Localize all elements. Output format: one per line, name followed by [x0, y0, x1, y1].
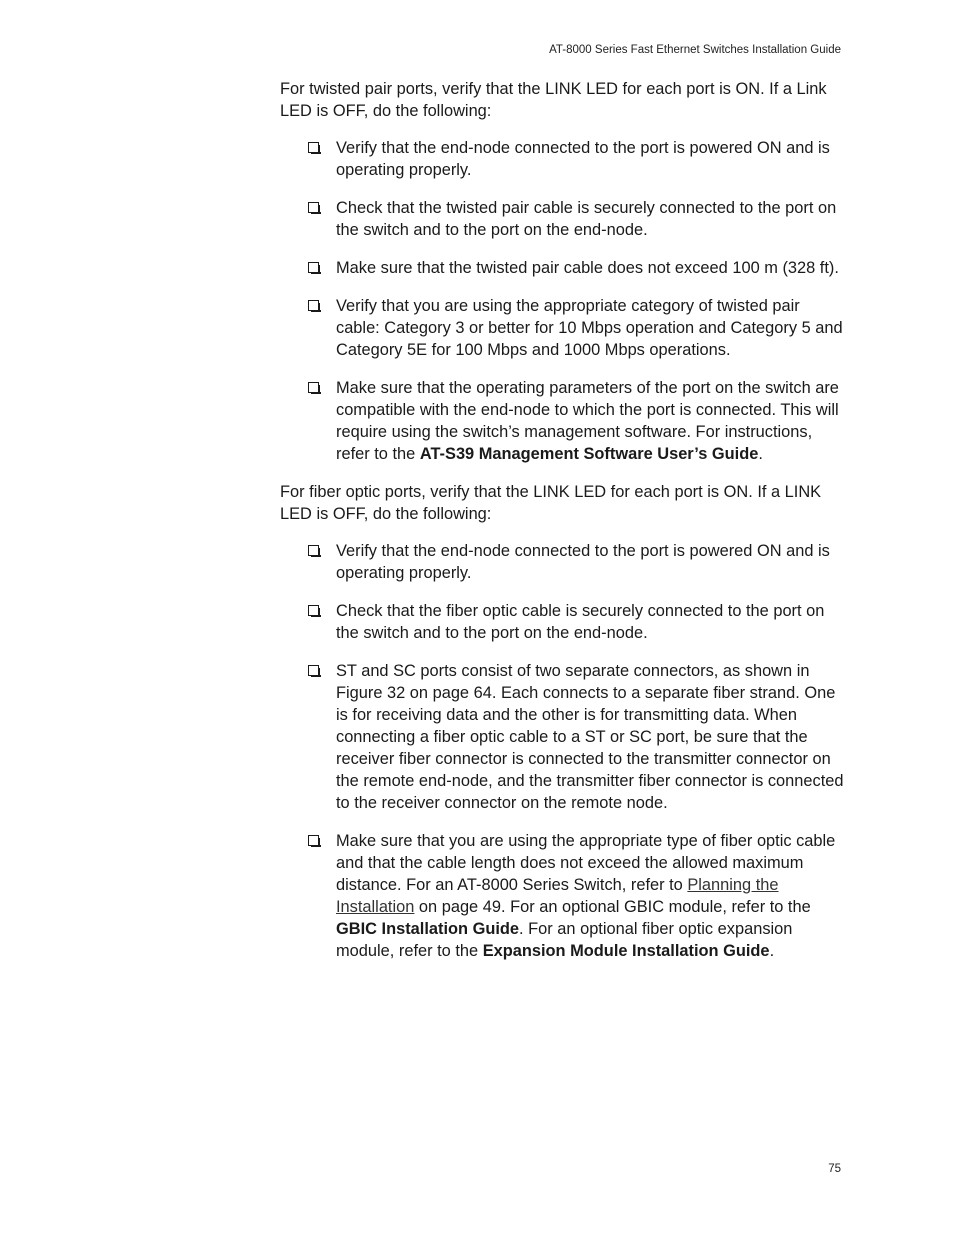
page-number: 75: [828, 1163, 841, 1175]
checkbox-bullet-icon: [308, 262, 319, 273]
planning-installation-link[interactable]: Planning the Installation: [336, 876, 779, 916]
checkbox-bullet-icon: [308, 835, 319, 846]
gbic-guide-title: GBIC Installation Guide: [336, 920, 520, 938]
list-item: Check that the twisted pair cable is securely connected to the port on the switch and to the port on the end-node.: [280, 197, 846, 241]
checkbox-bullet-icon: [308, 665, 319, 676]
checkbox-bullet-icon: [308, 202, 319, 213]
list-item: Verify that the end-node connected to the port is powered ON and is operating properly.: [280, 540, 846, 584]
checkbox-bullet-icon: [308, 605, 319, 616]
twisted-pair-intro: For twisted pair ports, verify that the LINK LED for each port is ON. If a Link LED is OFF, do the following:: [280, 80, 827, 120]
fiber-optic-intro: For fiber optic ports, verify that the LINK LED for each port is ON. If a LINK LED is OFF, do the following:: [280, 483, 822, 523]
running-header: AT-8000 Series Fast Ethernet Switches Installation Guide: [549, 44, 841, 56]
checkbox-bullet-icon: [308, 142, 319, 153]
management-guide-title: AT-S39 Management Software User’s Guide: [419, 445, 759, 463]
fiber-optic-checklist: [280, 540, 846, 962]
list-item: Make sure that the operating parameters of the port on the switch are compatible with the end-node to which the port is connected. This will require using the switch’s management software. For instructions, refer to the AT-S39 Management Software User’s Guide.: [280, 377, 846, 465]
list-item: Verify that the end-node connected to the port is powered ON and is operating properly.: [280, 137, 846, 181]
checkbox-bullet-icon: [308, 545, 319, 556]
list-item: Make sure that the twisted pair cable does not exceed 100 m (328 ft).: [280, 257, 846, 279]
expansion-guide-title: Expansion Module Installation Guide: [482, 942, 770, 960]
checkbox-bullet-icon: [308, 300, 319, 311]
list-item: Verify that you are using the appropriate category of twisted pair cable: Category 3 or better for 10 Mbps operation and Category 5 and Category 5E for 100 Mbps and 1000 Mbps operations.: [280, 295, 846, 361]
page-content: [280, 78, 846, 978]
list-item: Make sure that you are using the appropriate type of fiber optic cable and that the cable length does not exceed the allowed maximum distance. For an AT-8000 Series Switch, refer to Planning the Installation on page 49. For an optional GBIC module, refer to the GBIC Installation Guide. For an optional fiber optic expansion module, refer to the Expansion Module Installation Guide.: [280, 830, 846, 962]
checkbox-bullet-icon: [308, 382, 319, 393]
twisted-pair-checklist: [280, 137, 846, 465]
list-item: Check that the fiber optic cable is securely connected to the port on the switch and to the port on the end-node.: [280, 600, 846, 644]
list-item: ST and SC ports consist of two separate connectors, as shown in Figure 32 on page 64. Each connects to a separate fiber strand. One is for receiving data and the other is for transmitting data. When connecting a fiber optic cable to a ST or SC port, be sure that the receiver fiber connector is connected to the transmitter connector on the remote end-node, and the transmitter fiber connector is connected to the receiver connector on the remote node.: [280, 660, 846, 814]
